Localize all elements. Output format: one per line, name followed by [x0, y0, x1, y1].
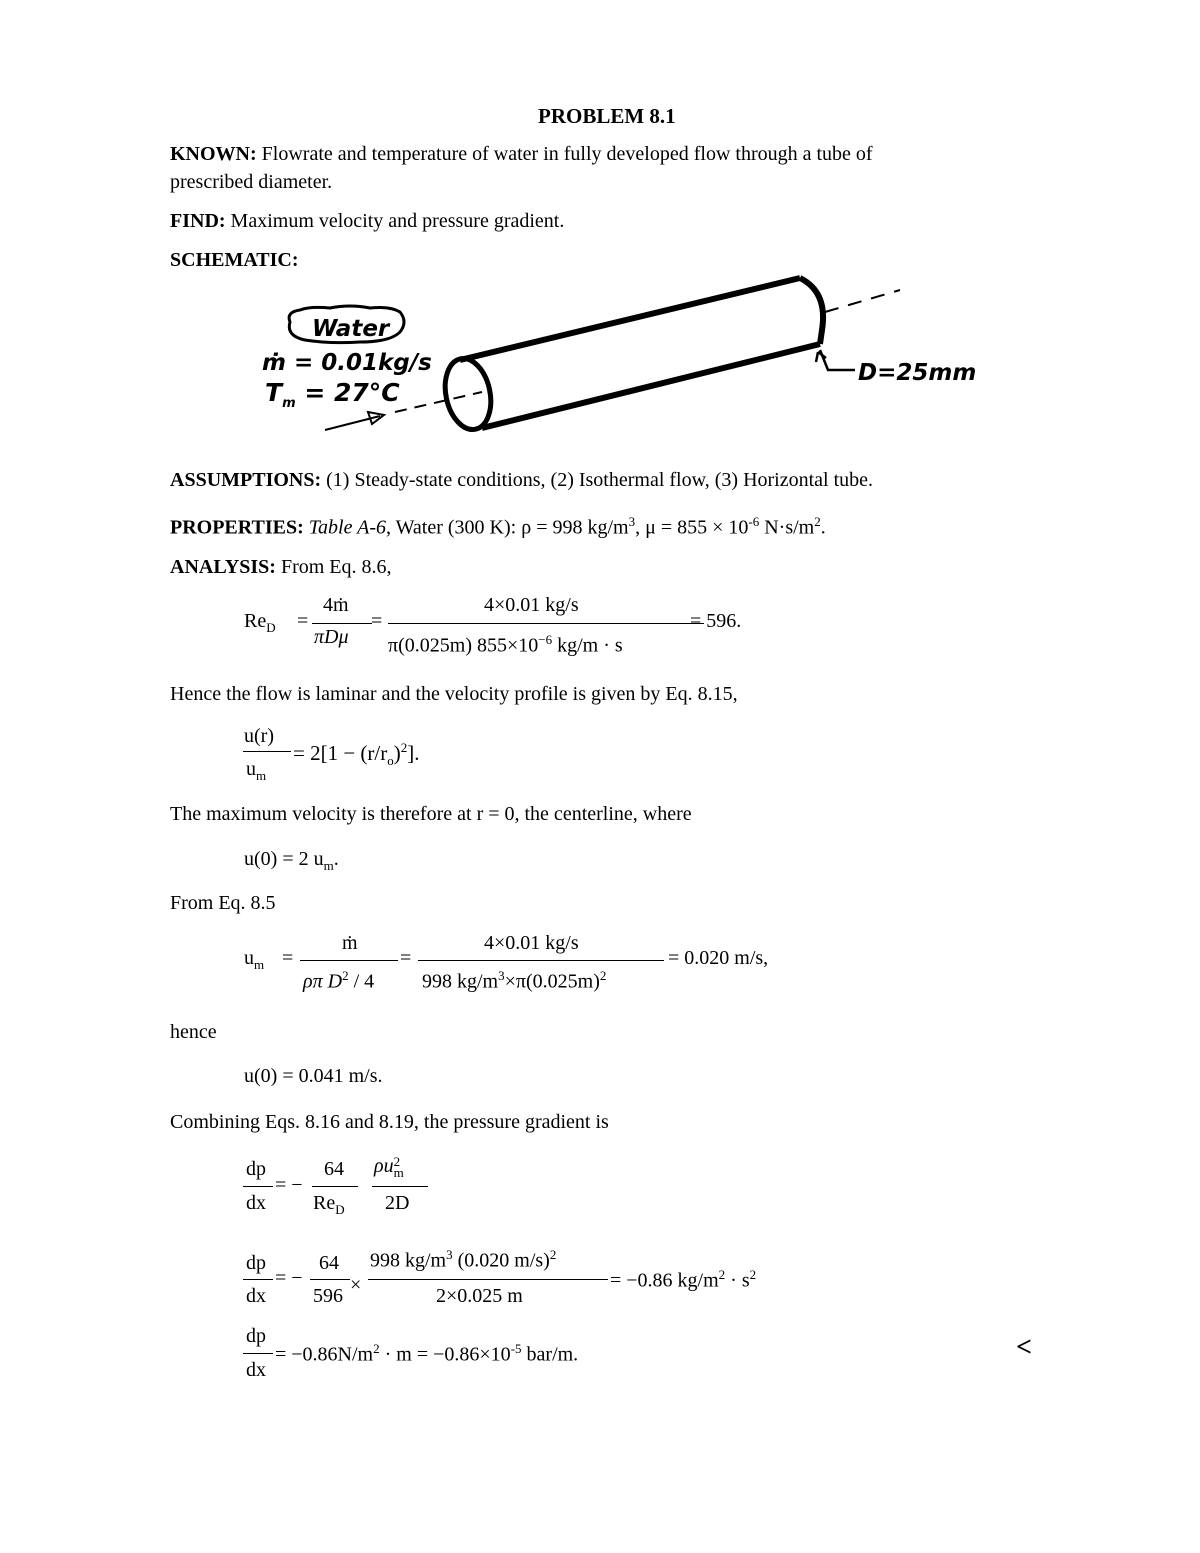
find-text: Maximum velocity and pressure gradient.	[230, 210, 565, 232]
dpdx3-rhs: = $-0.86N/m^2 \cdot m = -0.86\times 10^{-5}$ bar/m.	[275, 1341, 579, 1366]
dpdx2-d3: 2×0.025 m	[436, 1285, 523, 1307]
analysis-label: ANALYSIS:	[170, 556, 276, 578]
tube-outlet-end	[800, 278, 823, 344]
dpdx1-d2: $Re_D$	[313, 1192, 345, 1217]
text-max: The maximum velocity is therefore at r = 0, the centerline, where	[170, 803, 692, 825]
mdot-label: ṁ = 0.01kg/s	[262, 350, 432, 376]
properties-density: , Water (300 K): ρ = 998 kg/m	[386, 516, 629, 539]
um-lhs: $u_m$	[244, 947, 265, 972]
properties-sup-3: 2	[814, 514, 821, 529]
re-frac-line-2	[388, 623, 704, 624]
assumptions-label: ASSUMPTIONS:	[170, 469, 322, 491]
dpdx2-eq: = −	[275, 1267, 303, 1289]
um-num1: ṁ	[342, 932, 358, 954]
dpdx1-eq: = −	[275, 1174, 303, 1196]
equation-u0: u(0) = 2 $u_m$.	[244, 848, 339, 873]
profile-den: $u_m$	[246, 758, 267, 783]
properties-label: PROPERTIES:	[170, 516, 304, 539]
centerline-left	[395, 392, 482, 412]
dpdx3-den: dx	[246, 1359, 266, 1381]
properties-period: .	[820, 516, 826, 539]
re-num1: 4ṁ	[323, 594, 349, 616]
re-lhs: $Re_D$	[244, 610, 276, 635]
re-num2: 4×0.01 kg/s	[484, 594, 579, 616]
properties-sup-2: -6	[748, 514, 760, 529]
water-label: Water	[312, 316, 390, 342]
re-eq2: =	[371, 610, 383, 632]
dpdx3-frac-line	[243, 1353, 273, 1354]
um-eq2: =	[400, 947, 412, 969]
properties-viscosity: , μ = 855 × 10	[635, 516, 749, 539]
known-label: KNOWN:	[170, 143, 257, 165]
um-eq1: =	[282, 947, 294, 969]
re-result: = 596.	[690, 610, 742, 632]
dpdx2-times: ×	[350, 1274, 362, 1296]
text-hence: hence	[170, 1021, 217, 1043]
dpdx1-frac-line-3	[372, 1186, 428, 1187]
page-title: PROBLEM 8.1	[538, 104, 676, 128]
re-den2: π(0.025m) $855\times 10^{-6}$ kg/m · s	[388, 632, 623, 657]
equation-u0-value: u(0) = 0.041 m/s.	[244, 1065, 383, 1087]
centerline-right	[825, 290, 900, 312]
properties-sup-1: 3	[628, 514, 636, 529]
dpdx3-num: dp	[246, 1325, 266, 1347]
dpdx2-frac-line-2	[310, 1279, 350, 1280]
text-laminar: Hence the flow is laminar and the velocity profile is given by Eq. 8.15,	[170, 683, 738, 705]
um-den2: 998 $kg/m^3\times\pi(0.025m)^2$	[422, 968, 607, 993]
diameter-leader-line	[820, 350, 855, 370]
dpdx1-frac-line-2	[312, 1186, 358, 1187]
tube-top-edge	[460, 278, 800, 360]
profile-num: u(r)	[244, 725, 274, 747]
text-combining: Combining Eqs. 8.16 and 8.19, the pressure gradient is	[170, 1111, 609, 1133]
known-text-1: Flowrate and temperature of water in fully developed flow through a tube of	[261, 143, 873, 165]
assumptions-line	[170, 469, 873, 492]
re-den1: πDμ	[314, 626, 349, 648]
um-frac-line-2	[418, 960, 664, 961]
dpdx1-n3: ρu 2 m	[374, 1154, 404, 1181]
properties-units: N·s/m	[759, 516, 815, 539]
profile-rhs: = $2[1 - (r/r_o)^2]$.	[293, 740, 420, 769]
dpdx2-den: dx	[246, 1285, 266, 1307]
dpdx2-frac-line-3	[368, 1279, 608, 1280]
assumptions-text: (1) Steady-state conditions, (2) Isothermal flow, (3) Horizontal tube.	[326, 469, 874, 491]
properties-table: Table A-6	[308, 516, 387, 539]
um-den1: ρπ $D^2 / 4$	[303, 968, 375, 993]
schematic-label: SCHEMATIC:	[170, 249, 299, 271]
tm-label	[265, 378, 400, 411]
dpdx1-num: dp	[246, 1158, 266, 1180]
tm-subscript: m	[282, 396, 296, 411]
known-line-1	[170, 143, 873, 166]
dpdx2-n2: 64	[319, 1252, 339, 1274]
analysis-line	[170, 556, 392, 579]
dpdx1-frac-line-1	[243, 1186, 273, 1187]
answer-marker: <	[1016, 1332, 1032, 1363]
re-frac-line-1	[312, 623, 372, 624]
um-result: = 0.020 m/s,	[668, 947, 769, 969]
profile-frac-line	[243, 751, 291, 752]
dpdx1-den: dx	[246, 1192, 266, 1214]
diameter-label: D=25mm	[858, 360, 977, 386]
text-from85: From Eq. 8.5	[170, 892, 276, 914]
dpdx2-n3: 998 $kg/m^3$ (0.020 m/s)$^2$	[370, 1247, 557, 1272]
dpdx2-frac-line-1	[243, 1279, 273, 1280]
um-frac-line-1	[300, 960, 398, 961]
tm-value: = 27°C	[295, 378, 400, 407]
known-text-2: prescribed diameter.	[170, 171, 333, 193]
tube-bottom-edge	[482, 344, 820, 428]
dpdx2-num: dp	[246, 1252, 266, 1274]
find-line	[170, 210, 564, 233]
tube-inlet-ellipse	[439, 354, 497, 434]
tm-symbol: T	[265, 378, 283, 407]
dpdx2-d2: 596	[313, 1285, 343, 1307]
properties-line	[170, 514, 826, 540]
dpdx1-n2: 64	[324, 1158, 344, 1180]
find-label: FIND:	[170, 210, 226, 232]
dpdx2-result: = −0.86 $kg/m^2 \cdot s^2$	[610, 1267, 757, 1292]
analysis-text: From Eq. 8.6,	[280, 556, 392, 578]
um-num2: 4×0.01 kg/s	[484, 932, 579, 954]
dpdx1-d3: 2D	[385, 1192, 410, 1214]
re-eq1: =	[297, 610, 309, 632]
